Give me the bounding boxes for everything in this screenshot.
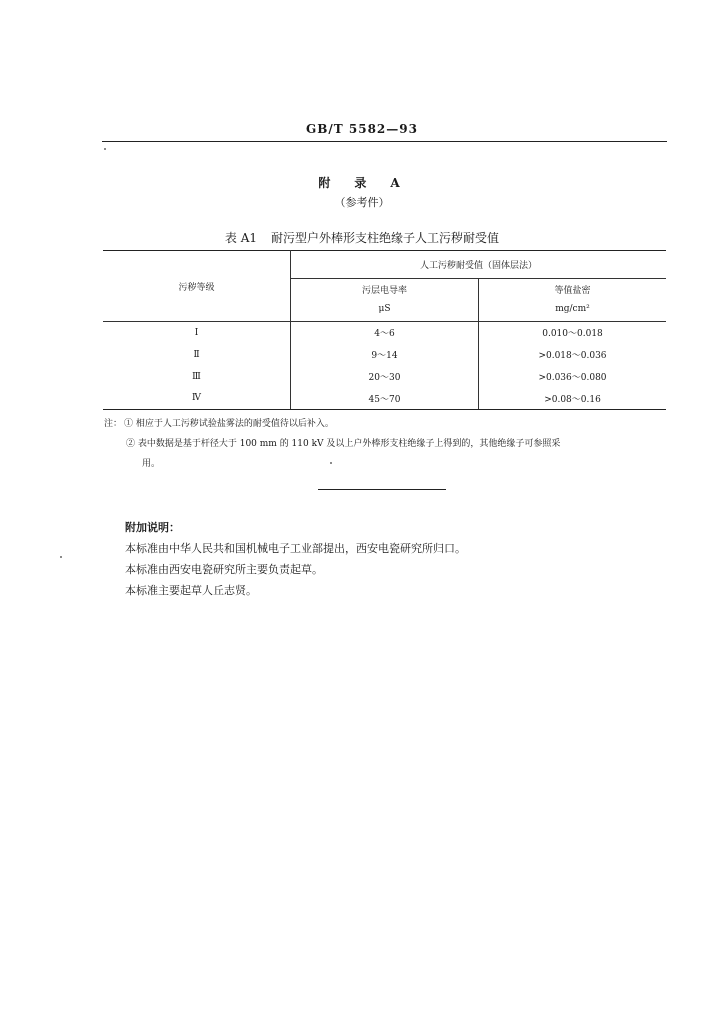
speck <box>104 148 106 150</box>
header-salt-unit: mg/cm² <box>555 304 590 314</box>
additional-line-3: 本标准主要起草人丘志贤。 <box>125 584 257 597</box>
additional-title: 附加说明： <box>125 521 180 534</box>
table-notes <box>104 414 682 474</box>
note-2: ② 表中数据是基于杆径大于 100 mm 的 110 kV 及以上户外棒形支柱绝缘子上得到的，其他绝缘子可参照采 <box>126 439 561 449</box>
table-caption-text: 耐污型户外棒形支柱绝缘子人工污秽耐受值 <box>271 231 500 245</box>
table-row <box>103 388 666 410</box>
header-conductivity-label: 污层电导率 <box>361 286 407 296</box>
cell-conductivity: 4～6 <box>291 322 479 344</box>
section-divider <box>318 489 446 490</box>
table-row <box>103 366 666 388</box>
cell-grade: Ⅰ <box>103 322 291 344</box>
cell-conductivity: 20～30 <box>291 366 479 388</box>
pollution-table <box>103 250 666 410</box>
appendix-title: 附 录 A <box>318 176 406 190</box>
additional-line-2: 本标准由西安电瓷研究所主要负责起草。 <box>125 563 323 576</box>
document-header: GB/T 5582—93 <box>306 122 418 136</box>
additional-notes <box>125 517 466 601</box>
cell-grade: Ⅲ <box>103 366 291 388</box>
additional-line-1: 本标准由中华人民共和国机械电子工业部提出，西安电瓷研究所归口。 <box>125 542 466 555</box>
table-caption <box>0 229 724 246</box>
cell-salt: 0.010～0.018 <box>542 329 603 340</box>
cell-grade: Ⅳ <box>103 388 291 410</box>
table-caption-number: 表 A1 <box>224 231 258 245</box>
speck <box>330 462 332 464</box>
header-conductivity <box>291 279 479 322</box>
header-rule <box>102 141 667 142</box>
header-group: 人工污秽耐受值（固体层法） <box>291 251 667 279</box>
cell-salt: >0.08～0.16 <box>479 388 667 410</box>
cell-salt: >0.018～0.036 <box>538 351 607 361</box>
appendix-subtitle: （参考件） <box>334 196 390 209</box>
cell-grade: Ⅱ <box>103 344 291 366</box>
header-salt-label: 等值盐密 <box>554 286 591 296</box>
note-2-continued: 用。 <box>142 459 161 469</box>
header-conductivity-unit: μS <box>378 304 391 314</box>
cell-salt: >0.036～0.080 <box>538 373 607 383</box>
header-salt <box>479 279 667 322</box>
notes-label: 注： <box>104 419 123 429</box>
header-grade: 污秽等级 <box>103 251 291 322</box>
cell-conductivity: 9～14 <box>291 344 479 366</box>
speck <box>60 556 62 558</box>
cell-conductivity: 45～70 <box>291 388 479 410</box>
table-row <box>103 344 666 366</box>
table-row <box>103 322 666 344</box>
note-1: ① 相应于人工污秽试验盐雾法的耐受值待以后补入。 <box>124 419 334 429</box>
